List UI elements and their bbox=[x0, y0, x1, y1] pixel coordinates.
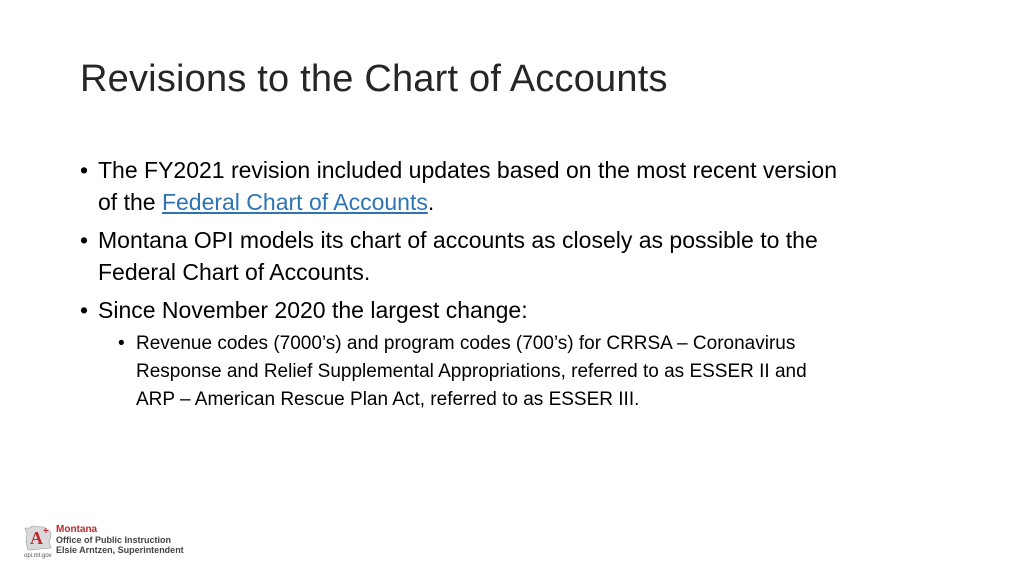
bullet-item-3 bbox=[80, 294, 840, 326]
logo-plus-sign: + bbox=[43, 526, 49, 537]
bullet-glyph: • bbox=[80, 227, 89, 253]
logo-text bbox=[56, 525, 184, 555]
logo-a-letter: A bbox=[30, 528, 43, 548]
bullet-1-text-after: . bbox=[427, 189, 435, 215]
bullet-list bbox=[80, 154, 840, 414]
logo-line-montana: Montana bbox=[56, 524, 98, 535]
federal-chart-of-accounts-link[interactable]: Federal Chart of Accounts bbox=[161, 189, 428, 215]
bullet-3-text: Since November 2020 the largest change: bbox=[98, 297, 528, 323]
sub-bullet-1-text: Revenue codes (7000’s) and program codes (700’s) for CRRSA – Coronavirus Response and Relief Supplemental Appropriations, referred to as ESSER II and ARP – American Rescue Plan Act, referred to as ESSER III. bbox=[136, 333, 807, 410]
montana-state-mark-icon bbox=[24, 524, 54, 552]
bullet-2-text: Montana OPI models its chart of accounts as closely as possible to the Federal Chart of Accounts. bbox=[98, 227, 818, 285]
opi-logo bbox=[24, 524, 184, 562]
bullet-glyph: • bbox=[80, 157, 89, 183]
slide-title: Revisions to the Chart of Accounts bbox=[80, 58, 668, 100]
sub-bullet-glyph: • bbox=[118, 333, 125, 354]
bullet-glyph: • bbox=[80, 297, 89, 323]
logo-line-superintendent: Elsie Arntzen, Superintendent bbox=[56, 545, 184, 555]
logo-url: opi.mt.gov bbox=[24, 553, 52, 559]
bullet-item-1 bbox=[80, 154, 840, 218]
sub-bullet-item-1 bbox=[118, 330, 840, 414]
logo-line-office: Office of Public Instruction bbox=[56, 535, 172, 545]
bullet-item-2 bbox=[80, 224, 840, 288]
bullet-1-text-before: The FY2021 revision included updates based on the most recent version of the bbox=[98, 157, 837, 215]
